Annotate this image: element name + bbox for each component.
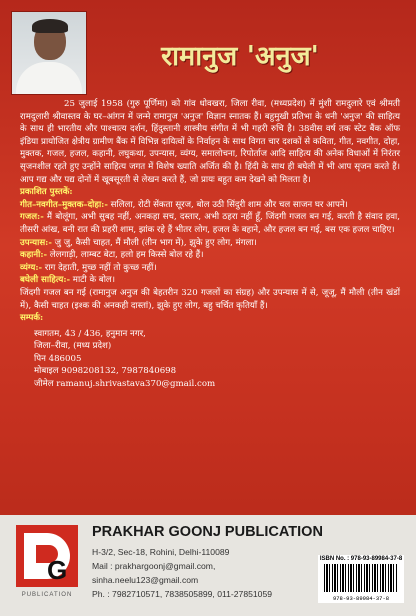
- isbn-label: ISBN No. : 978-93-89984-37-8: [319, 556, 403, 562]
- barcode-icon: [324, 564, 398, 592]
- contact-pin: पिन 486005: [34, 353, 82, 364]
- publisher-panel: [0, 515, 416, 616]
- contact-block: [20, 328, 400, 391]
- contact-mobile: मोबाइल 9098208132, 7987840698: [34, 366, 177, 377]
- novel-label: उपन्यास:-: [20, 237, 52, 248]
- books-satire: [20, 262, 400, 275]
- logo-g-letter: G: [47, 555, 68, 585]
- books-geet: [20, 199, 400, 212]
- author-photo-hair: [32, 19, 68, 33]
- books-story: [20, 249, 400, 262]
- publisher-name: PRAKHAR GOONJ PUBLICATION: [92, 524, 323, 540]
- author-photo-shirt: [16, 62, 82, 95]
- gazal-label: गजल:-: [20, 212, 44, 223]
- geet-list: सलिला, रोटी सेंकता सूरज, बोल उठी सिंदुरी शाम और चल साजन घर आपने।: [107, 199, 348, 210]
- contact-email: जीमेल ramanuj.shrivastava370@gmail.com: [34, 379, 216, 390]
- satire-label: व्यंग्य:-: [20, 262, 43, 273]
- isbn-number: 978-93-89984-37-8: [332, 595, 390, 602]
- publisher-phone: Ph. : 7982710571, 7838505899, 011-27851059: [92, 589, 272, 599]
- isbn-barcode-box: [318, 555, 404, 603]
- contact-address-line2: जिला–रीवा, (मध्य प्रदेश): [34, 341, 112, 352]
- logo-caption: PUBLICATION: [21, 592, 73, 598]
- bio-intro: 25 जुलाई 1958 (गुरु पूर्णिमा) को गांव धोवखरा, जिला रीवा, (मध्यप्रदेश) में मुंशी रामदुलारे एवं श्रीमती रामदुलारी श्रीवास्तव के घर–आंगन में जन्मे रामानुज 'अनुज' विज्ञान स्नातक हैं। बहुमुखी प्रतिभा के धनी 'अनुज' की साहित्य के साथ ही भारतीय और पाश्चात्य दर्शन, हिंदुस्तानी शास्त्रीय संगीत में भी गहरी रुचि है। 38वीस वर्ष तक स्टेट बैंक ऑफ इंडिया प्रायोजित क्षेत्रीय ग्रामीण बैंक में विभिन्न दायित्वों के निर्वाहन के साथ विगत चार दशकों से कविता, गीत, नवगीत, दोहा, मुक्तक, गजल, हजल, कहानी, लघुकथा, उपन्यास, व्यंग्य, समालोचना, रिपोर्ताज आदि साहित्य की अनेक विधाओं में निरंतर सृजनशील रहते हुए उन्होंने साहित्य जगत में विशेष ख्याति अर्जित की है। हिंदी के साथ ही बघेली में भी आप सृजन करते हैं। आप गद्य और पद्य दोनों में खूबसूरती से लेखन करते हैं, जो प्रायः बहुत कम देखने को मिलता है।: [20, 99, 400, 185]
- publisher-logo: [16, 525, 78, 587]
- publisher-mail: Mail : prakhargoonj@gmail.com,: [92, 561, 216, 571]
- publisher-mail-2: sinha.neelu123@gmail.com: [92, 575, 199, 585]
- author-photo: [11, 11, 87, 95]
- author-name-title: रामानुज 'अनुज': [161, 41, 319, 72]
- gazal-list: मैं बोलूंगा, अभी सुबह नहीं, अनकहा सच, दस्तार, अभी ठहरा नहीं हूँ, जिंदगी गजल बन गई, करती है संवाद हवा, तीसरी आंख, बनी रात की प्रहरी शाम, झांक रहे हैं भीतर लोग, हजल के बहाने, और हजल बन गई, बस एक हजल चाहिए।: [20, 212, 400, 235]
- satire-list: राग देहाती, मुच्छ नहीं तो कुच्छ नहीं।: [42, 262, 157, 273]
- story-list: लेलगाड़ी, लाम्बट बेटा, हलो हम किस्से बोल रहे हैं।: [47, 250, 204, 261]
- bagheli-label: बघेली साहित्य:-: [20, 275, 71, 286]
- books-novel: [20, 237, 400, 250]
- contact-heading: सम्पर्क:: [20, 313, 44, 324]
- author-bio: [20, 98, 400, 391]
- publisher-address: H-3/2, Sec-18, Rohini, Delhi-110089: [92, 547, 230, 557]
- contact-address-line1: स्वागतम, 43 / 436, हनुमान नगर,: [34, 328, 146, 339]
- bio-summary: जिंदगी गजल बन गई (रामानुज अनुज की बेहतरीन 320 गजलों का संग्रह) और उपन्यास में से, जूजू, मैं मौली (तीन खंडों में), कैसी चाहत (इश्क की अनकही दास्तां), झुके हुए लोग, बहु चर्चित कृतियाँ हैं।: [20, 287, 400, 311]
- story-label: कहानी:-: [20, 250, 48, 261]
- geet-label: गीत–नवगीत–मुक्तक–दोहा:-: [20, 199, 108, 210]
- books-gazal: [20, 211, 400, 236]
- published-books-heading: प्रकाशित पुस्तकें:: [20, 187, 73, 198]
- books-bagheli: [20, 274, 400, 287]
- bagheli-list: माटी के बोल।: [70, 275, 116, 286]
- novel-list: जु जु, कैसी चाहत, मैं मौली (तीन भाग में), झुके हुए लोग, मंगला।: [51, 237, 257, 248]
